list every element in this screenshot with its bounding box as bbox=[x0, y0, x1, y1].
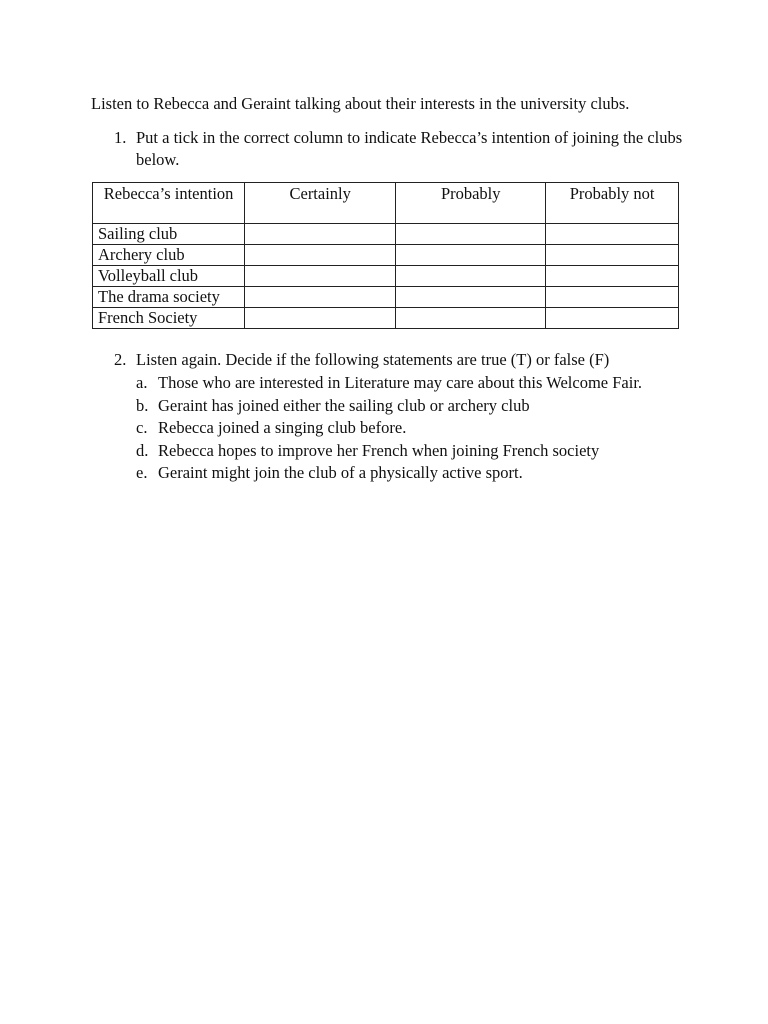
statement-letter: c. bbox=[136, 418, 148, 437]
table-row bbox=[93, 308, 679, 329]
question-2 bbox=[91, 349, 691, 371]
question-2-text: Listen again. Decide if the following statements are true (T) or false (F) bbox=[136, 350, 610, 369]
statement-letter: e. bbox=[136, 463, 148, 482]
club-name-cell: French Society bbox=[93, 308, 245, 329]
statement-list bbox=[136, 372, 691, 485]
tick-cell-certainly[interactable] bbox=[245, 266, 396, 287]
club-name-cell: The drama society bbox=[93, 287, 245, 308]
list-item bbox=[136, 462, 691, 485]
list-item bbox=[136, 372, 691, 395]
tick-cell-certainly[interactable] bbox=[245, 224, 396, 245]
table-row bbox=[93, 224, 679, 245]
club-name-cell: Sailing club bbox=[93, 224, 245, 245]
intention-table bbox=[92, 182, 679, 329]
question-1-text: Put a tick in the correct column to indicate Rebecca’s intention of joining the clubs below. bbox=[136, 128, 683, 169]
statement-text: Rebecca hopes to improve her French when joining French society bbox=[158, 440, 600, 460]
list-item bbox=[136, 395, 691, 418]
table-header-row bbox=[93, 183, 679, 224]
list-item bbox=[136, 440, 691, 463]
question-1 bbox=[91, 127, 691, 171]
club-name-cell: Volleyball club bbox=[93, 266, 245, 287]
statement-text: Rebecca joined a singing club before. bbox=[158, 418, 407, 437]
tick-cell-certainly[interactable] bbox=[245, 287, 396, 308]
tick-cell-probably[interactable] bbox=[396, 266, 546, 287]
tick-cell-certainly[interactable] bbox=[245, 308, 396, 329]
statement-letter: d. bbox=[136, 440, 149, 460]
tick-cell-probably-not[interactable] bbox=[546, 224, 679, 245]
tick-cell-probably-not[interactable] bbox=[546, 245, 679, 266]
tick-cell-probably[interactable] bbox=[396, 287, 546, 308]
statement-letter: b. bbox=[136, 395, 149, 415]
table-row bbox=[93, 287, 679, 308]
question-2-number: 2. bbox=[114, 350, 127, 369]
header-intention: Rebecca’s intention bbox=[93, 183, 245, 224]
club-name-cell: Archery club bbox=[93, 245, 245, 266]
statement-letter: a. bbox=[136, 373, 148, 392]
statement-text: Those who are interested in Literature may care about this Welcome Fair. bbox=[158, 373, 643, 392]
header-probably: Probably bbox=[396, 183, 546, 224]
tick-cell-probably[interactable] bbox=[396, 308, 546, 329]
list-item bbox=[136, 417, 691, 440]
statement-text: Geraint has joined either the sailing club or archery club bbox=[158, 395, 530, 415]
tick-cell-probably[interactable] bbox=[396, 224, 546, 245]
table-row bbox=[93, 266, 679, 287]
worksheet-page bbox=[91, 93, 691, 485]
question-1-number: 1. bbox=[114, 128, 127, 147]
statement-text: Geraint might join the club of a physically active sport. bbox=[158, 463, 523, 482]
intro-instruction: Listen to Rebecca and Geraint talking about their interests in the university clubs. bbox=[91, 94, 630, 113]
header-certainly: Certainly bbox=[245, 183, 396, 224]
header-probably-not: Probably not bbox=[546, 183, 679, 224]
tick-cell-probably[interactable] bbox=[396, 245, 546, 266]
tick-cell-probably-not[interactable] bbox=[546, 287, 679, 308]
table-row bbox=[93, 245, 679, 266]
tick-cell-certainly[interactable] bbox=[245, 245, 396, 266]
tick-cell-probably-not[interactable] bbox=[546, 266, 679, 287]
tick-cell-probably-not[interactable] bbox=[546, 308, 679, 329]
